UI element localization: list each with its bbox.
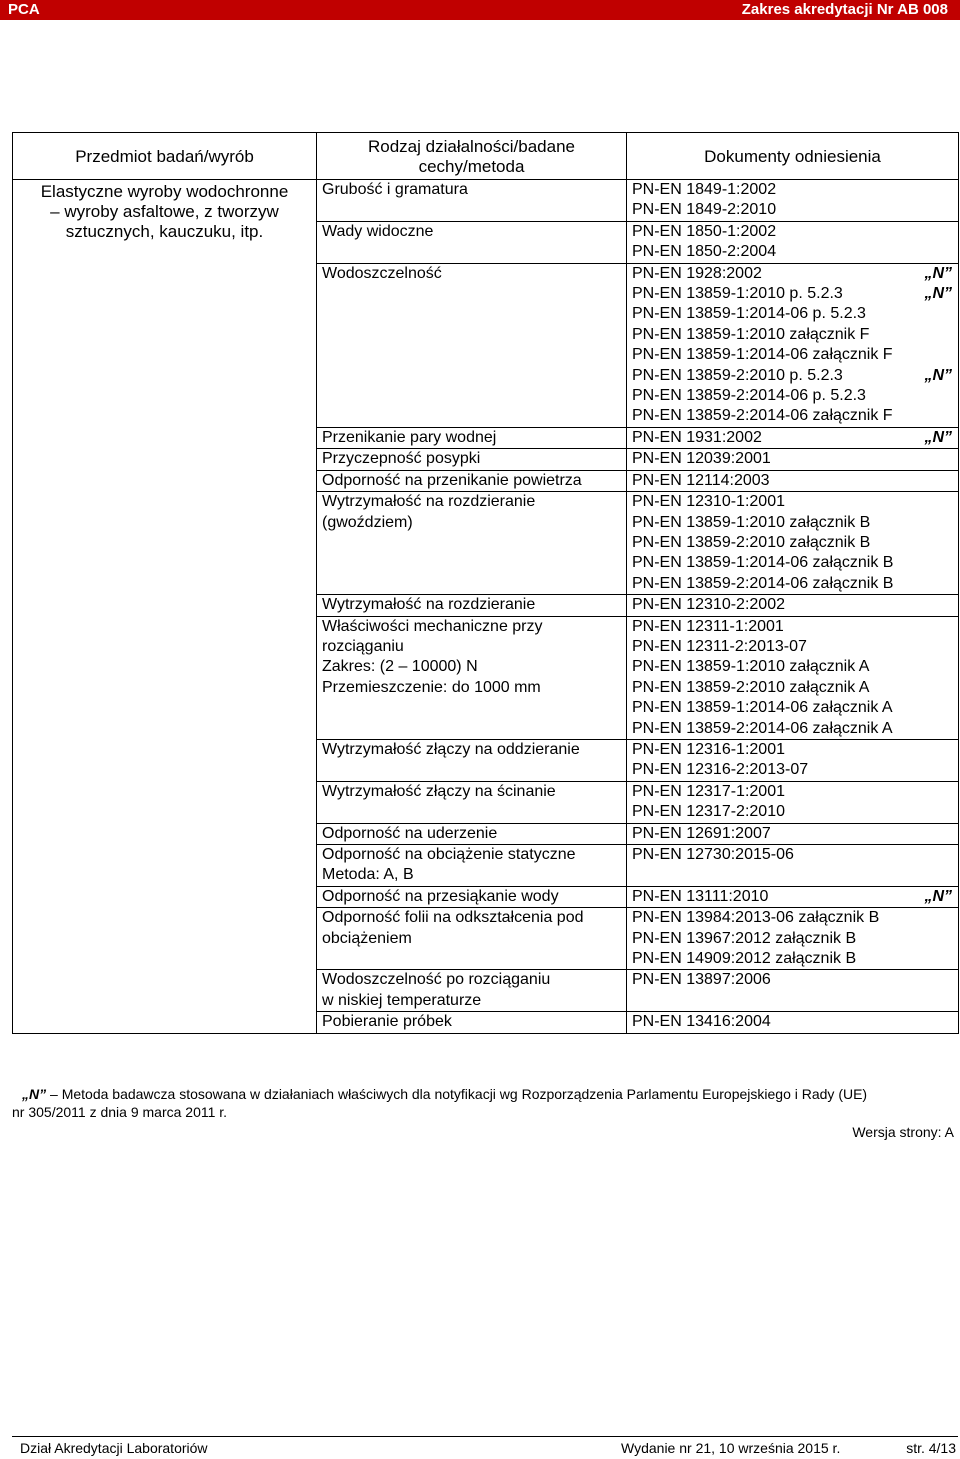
product-subject — [13, 180, 317, 1034]
reference-document — [632, 428, 952, 448]
footer-department: Dział Akredytacji Laboratoriów — [20, 1440, 208, 1456]
property-line: (gwoździem) — [322, 513, 413, 531]
reference-document — [632, 929, 952, 949]
property-line: Wytrzymałość na rozdzieranie — [322, 493, 536, 511]
document-code: PN-EN 12039:2001 — [632, 450, 771, 468]
documents-cell — [627, 908, 959, 970]
reference-document — [632, 970, 952, 990]
property-line: Wytrzymałość złączy na ścinanie — [322, 782, 556, 800]
document-code: PN-EN 1849-2:2010 — [632, 201, 777, 219]
document-code: PN-EN 13859-2:2014-06 p. 5.2.3 — [632, 387, 866, 405]
notification-mark: „N” — [924, 264, 952, 282]
reference-document — [632, 386, 952, 406]
documents-cell — [627, 595, 959, 616]
property-line: obciążeniem — [322, 929, 412, 947]
reference-document — [632, 637, 952, 657]
reference-document — [632, 513, 952, 533]
document-code: PN-EN 13859-1:2014-06 załącznik A — [632, 699, 893, 717]
page-version: Wersja strony: A — [852, 1124, 954, 1140]
reference-document — [632, 678, 952, 698]
documents-cell — [627, 221, 959, 263]
reference-document — [632, 824, 952, 844]
property-cell — [317, 492, 627, 595]
document-code: PN-EN 13859-1:2014-06 załącznik F — [632, 346, 893, 364]
reference-document — [632, 492, 952, 512]
document-code: PN-EN 13859-2:2014-06 załącznik B — [632, 574, 894, 592]
reference-document — [632, 200, 952, 220]
subject-line: sztucznych, kauczuku, itp. — [65, 222, 264, 241]
documents-cell — [627, 1012, 959, 1033]
document-code: PN-EN 12316-2:2013-07 — [632, 761, 809, 779]
property-line: Przemieszczenie: do 1000 mm — [322, 678, 541, 696]
property-line: w niskiej temperaturze — [322, 991, 482, 1009]
property-line: Właściwości mechaniczne przy — [322, 617, 543, 635]
documents-cell — [627, 180, 959, 222]
table-row — [13, 180, 959, 222]
page-footer — [12, 1440, 958, 1458]
property-line: Pobieranie próbek — [322, 1013, 452, 1031]
document-code: PN-EN 13859-2:2010 załącznik B — [632, 533, 871, 551]
property-line: Wytrzymałość złączy na oddzieranie — [322, 740, 580, 758]
reference-document — [632, 304, 952, 324]
reference-document — [632, 553, 952, 573]
documents-cell — [627, 616, 959, 739]
document-code: PN-EN 12114:2003 — [632, 471, 770, 489]
subject-line: – wyroby asfaltowe, z tworzyw — [50, 202, 279, 221]
notification-mark: „N” — [22, 1086, 47, 1102]
property-cell — [317, 908, 627, 970]
document-code: PN-EN 12311-1:2001 — [632, 617, 784, 635]
property-line: rozciąganiu — [322, 637, 404, 655]
document-code: PN-EN 13859-2:2014-06 załącznik F — [632, 407, 893, 425]
notification-mark: „N” — [924, 887, 952, 905]
reference-document — [632, 845, 952, 865]
document-code: PN-EN 13897:2006 — [632, 971, 771, 989]
property-cell — [317, 595, 627, 616]
reference-document — [632, 760, 952, 780]
documents-cell — [627, 427, 959, 448]
property-cell — [317, 970, 627, 1012]
document-code: PN-EN 12317-1:2001 — [632, 782, 785, 800]
reference-document — [632, 657, 952, 677]
table-header-row — [13, 133, 959, 180]
reference-document — [632, 740, 952, 760]
property-cell — [317, 845, 627, 887]
property-line: Zakres: (2 – 10000) N — [322, 658, 478, 676]
property-line: Przyczepność posypki — [322, 450, 481, 468]
reference-document — [632, 617, 952, 637]
property-line: Odporność na obciążenie statyczne — [322, 846, 576, 863]
documents-cell — [627, 970, 959, 1012]
reference-document — [632, 802, 952, 822]
property-line: Wodoszczelność — [322, 264, 442, 282]
reference-document — [632, 533, 952, 553]
reference-document — [632, 698, 952, 718]
document-code: PN-EN 13859-1:2014-06 załącznik B — [632, 554, 894, 572]
reference-document — [632, 1012, 952, 1032]
page-header-banner — [0, 0, 960, 20]
header-org: PCA — [8, 1, 40, 18]
reference-document — [632, 180, 952, 200]
property-cell — [317, 180, 627, 222]
notification-mark: „N” — [924, 366, 952, 384]
reference-document — [632, 449, 952, 469]
header-subject: Przedmiot badań/wyrób — [13, 133, 317, 180]
property-line: Grubość i gramatura — [322, 181, 468, 198]
property-line: Metoda: A, B — [322, 866, 414, 884]
document-code: PN-EN 1931:2002 — [632, 428, 762, 446]
document-code: PN-EN 1928:2002 — [632, 264, 762, 282]
documents-cell — [627, 492, 959, 595]
document-code: PN-EN 13984:2013-06 załącznik B — [632, 909, 880, 927]
reference-document — [632, 595, 952, 615]
documents-cell — [627, 845, 959, 887]
document-code: PN-EN 13967:2012 załącznik B — [632, 929, 857, 947]
property-line: Odporność na przesiąkanie wody — [322, 887, 559, 905]
footer-edition: Wydanie nr 21, 10 września 2015 r. — [621, 1440, 841, 1456]
property-cell — [317, 263, 627, 427]
property-cell — [317, 221, 627, 263]
reference-document — [632, 366, 952, 386]
reference-document — [632, 782, 952, 802]
reference-document — [632, 908, 952, 928]
property-cell — [317, 886, 627, 907]
reference-document — [632, 406, 952, 426]
accreditation-table — [12, 132, 959, 1034]
reference-document — [632, 345, 952, 365]
documents-cell — [627, 449, 959, 470]
document-code: PN-EN 14909:2012 załącznik B — [632, 950, 857, 968]
reference-document — [632, 574, 952, 594]
document-code: PN-EN 1850-2:2004 — [632, 243, 777, 261]
document-code: PN-EN 13859-1:2010 p. 5.2.3 — [632, 285, 843, 303]
header-title: Zakres akredytacji Nr AB 008 — [741, 1, 948, 18]
property-cell — [317, 823, 627, 844]
subject-line: Elastyczne wyroby wodochronne — [40, 182, 289, 201]
property-line: Wytrzymałość na rozdzieranie — [322, 596, 536, 614]
property-cell — [317, 739, 627, 781]
reference-document — [632, 242, 952, 262]
property-cell — [317, 427, 627, 448]
document-code: PN-EN 1849-1:2002 — [632, 181, 777, 198]
document-code: PN-EN 13859-2:2010 załącznik A — [632, 678, 870, 696]
document-code: PN-EN 13859-2:2010 p. 5.2.3 — [632, 366, 843, 384]
property-cell — [317, 449, 627, 470]
document-code: PN-EN 13859-1:2010 załącznik A — [632, 658, 870, 676]
property-line: Wodoszczelność po rozciąganiu — [322, 971, 551, 989]
documents-cell — [627, 470, 959, 491]
document-code: PN-EN 13859-1:2010 załącznik B — [632, 513, 871, 531]
document-code: PN-EN 1850-1:2002 — [632, 222, 777, 240]
property-cell — [317, 781, 627, 823]
notification-mark: „N” — [924, 428, 952, 446]
document-code: PN-EN 12310-2:2002 — [632, 596, 785, 614]
document-code: PN-EN 13416:2004 — [632, 1013, 771, 1031]
reference-document — [632, 471, 952, 491]
documents-cell — [627, 886, 959, 907]
documents-cell — [627, 823, 959, 844]
document-code: PN-EN 13859-2:2014-06 załącznik A — [632, 719, 893, 737]
reference-document — [632, 949, 952, 969]
documents-cell — [627, 263, 959, 427]
reference-document — [632, 887, 952, 907]
property-cell — [317, 1012, 627, 1033]
header-documents: Dokumenty odniesienia — [627, 133, 959, 180]
reference-document — [632, 222, 952, 242]
property-cell — [317, 616, 627, 739]
reference-document — [632, 325, 952, 345]
header-property: Rodzaj działalności/badane cechy/metoda — [317, 133, 627, 180]
document-code: PN-EN 12310-1:2001 — [632, 493, 785, 511]
document-code: PN-EN 12691:2007 — [632, 824, 771, 842]
property-line: Odporność na przenikanie powietrza — [322, 471, 582, 489]
property-line: Odporność na uderzenie — [322, 824, 498, 842]
document-code: PN-EN 13111:2010 — [632, 887, 769, 905]
reference-document — [632, 264, 952, 284]
footnote-line-1: – Metoda badawcza stosowana w działaniach właściwych dla notyfikacji wg Rozporządzenia Parlamentu Europejskiego i Rady (UE) — [46, 1086, 868, 1102]
property-line: Przenikanie pary wodnej — [322, 428, 497, 446]
property-cell — [317, 470, 627, 491]
documents-cell — [627, 739, 959, 781]
document-code: PN-EN 12316-1:2001 — [632, 740, 785, 758]
document-code: PN-EN 13859-1:2010 załącznik F — [632, 325, 870, 343]
notification-mark: „N” — [924, 285, 952, 303]
document-code: PN-EN 12730:2015-06 — [632, 846, 794, 863]
footnote-line-2: nr 305/2011 z dnia 9 marca 2011 r. — [12, 1103, 228, 1120]
reference-document — [632, 284, 952, 304]
property-line: Wady widoczne — [322, 222, 434, 240]
property-line: Odporność folii na odkształcenia pod — [322, 909, 584, 927]
reference-document — [632, 719, 952, 739]
document-code: PN-EN 12311-2:2013-07 — [632, 637, 807, 655]
documents-cell — [627, 781, 959, 823]
footnote — [12, 1086, 952, 1121]
footer-page-number: str. 4/13 — [906, 1440, 956, 1456]
footer-divider — [12, 1436, 958, 1437]
document-code: PN-EN 13859-1:2014-06 p. 5.2.3 — [632, 305, 866, 323]
document-code: PN-EN 12317-2:2010 — [632, 803, 785, 821]
